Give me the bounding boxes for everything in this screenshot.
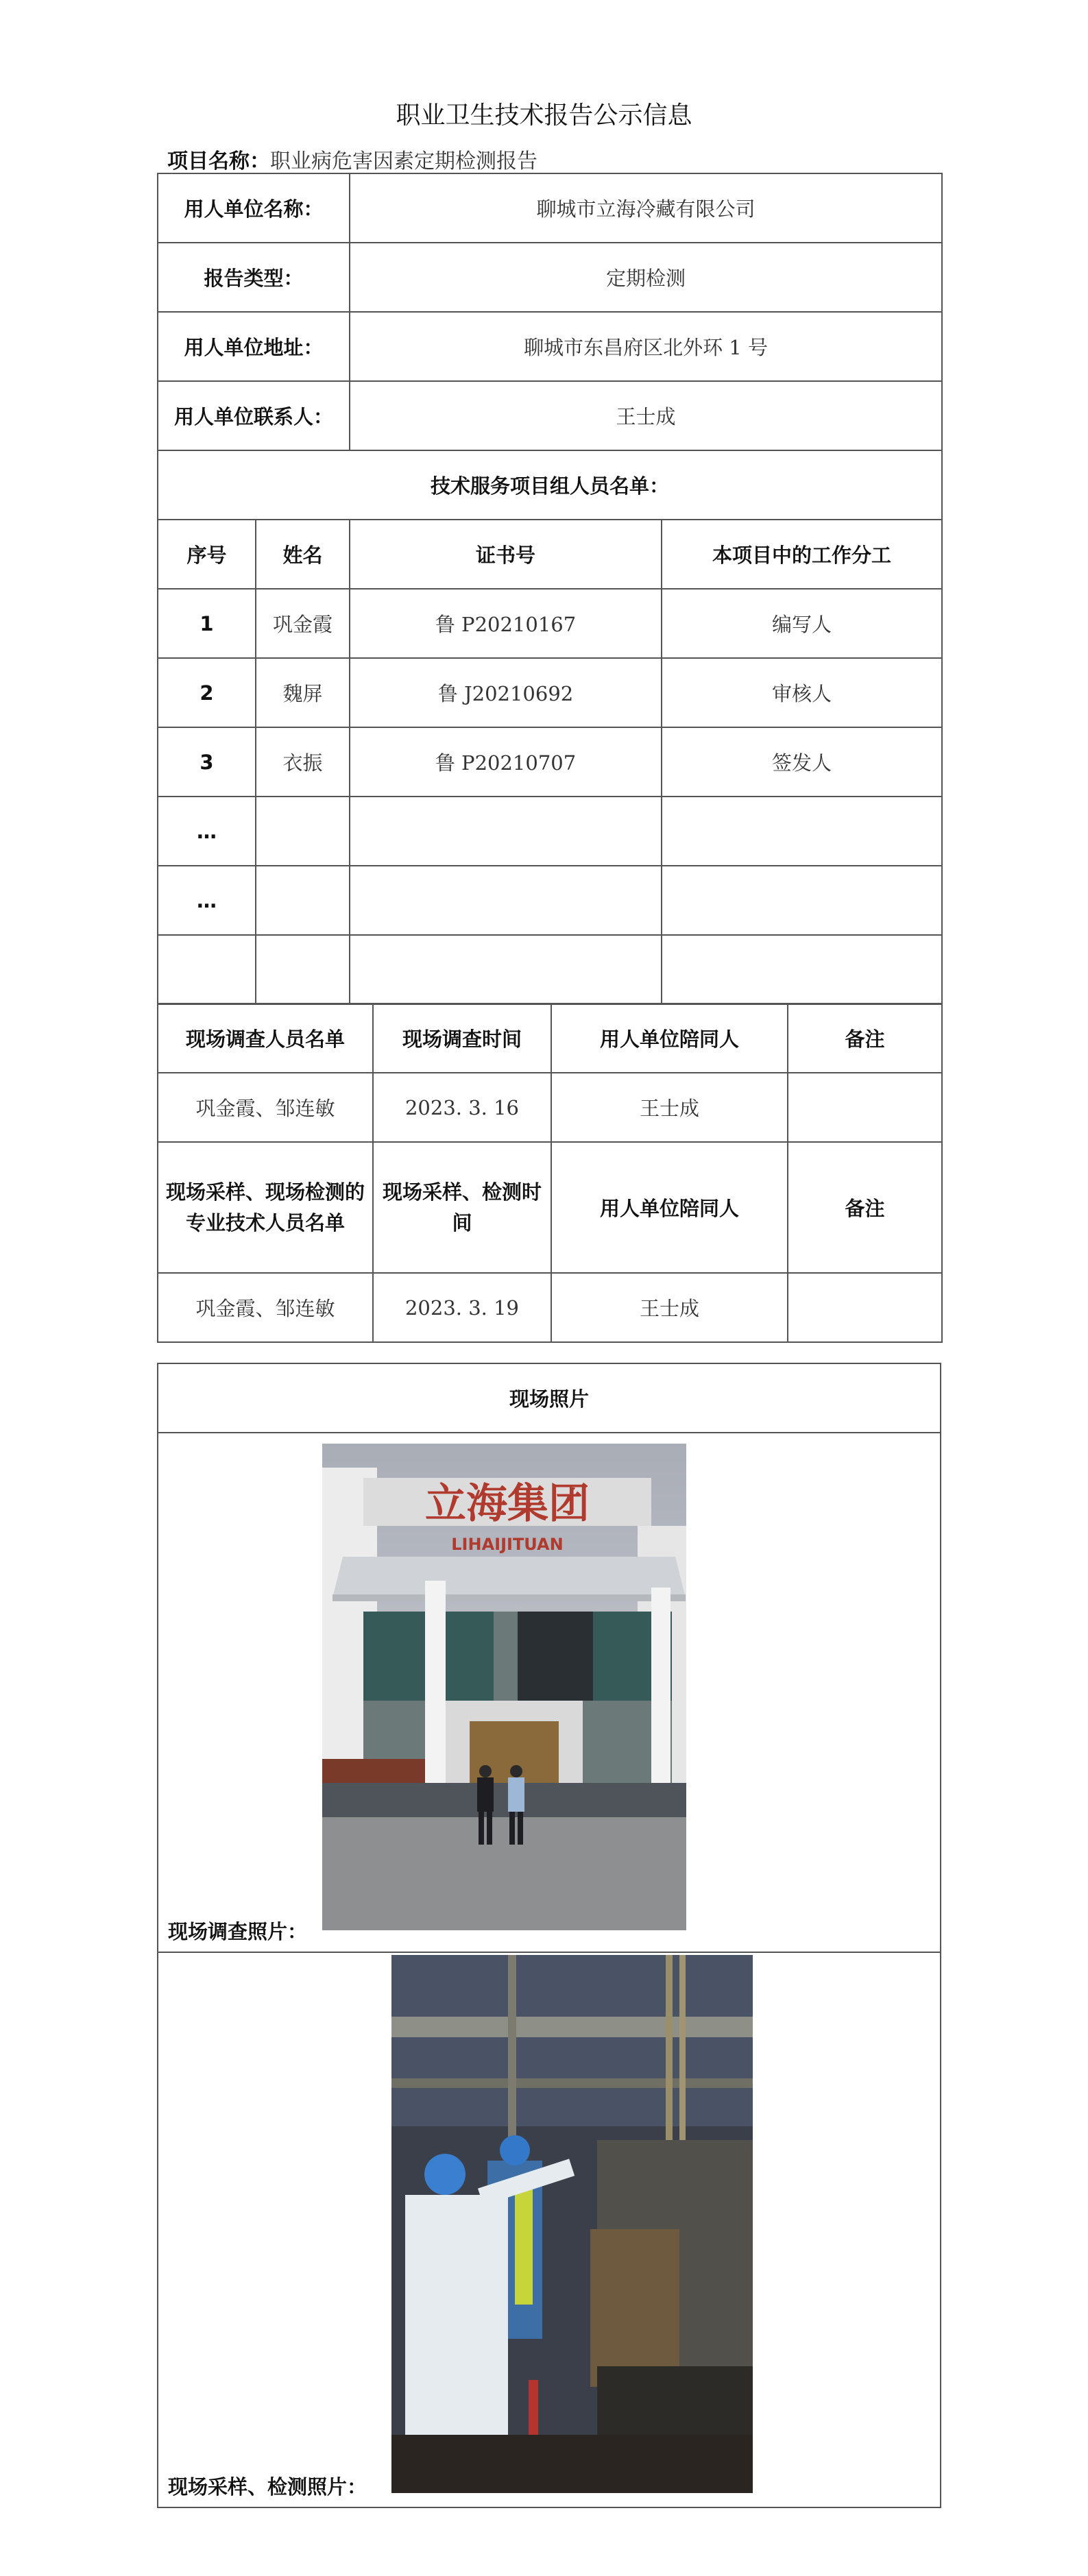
survey-escort: 王士成 — [551, 1073, 788, 1142]
member-name: 巩金霞 — [256, 589, 350, 658]
member-role: 编写人 — [662, 589, 942, 658]
col-header: 本项目中的工作分工 — [662, 520, 942, 589]
table-row — [158, 589, 942, 658]
info-value: 王士成 — [350, 381, 942, 450]
member-cert — [350, 935, 662, 1004]
col-header: 用人单位陪同人 — [551, 1142, 788, 1273]
sampling-people: 巩金霞、邹连敏 — [158, 1273, 373, 1342]
table-row — [158, 1273, 942, 1342]
col-header: 现场调查时间 — [373, 1004, 551, 1073]
sampling-photo-cell — [158, 1952, 941, 2507]
row-number: … — [158, 797, 256, 866]
table-row — [158, 658, 942, 727]
table-row — [158, 935, 942, 1004]
info-label: 用人单位名称： — [158, 173, 350, 243]
info-label: 报告类型： — [158, 243, 350, 312]
team-header-row — [158, 520, 942, 589]
member-role — [662, 797, 942, 866]
col-header: 序号 — [158, 520, 256, 589]
member-name: 衣振 — [256, 727, 350, 797]
col-header: 现场采样、检测时间 — [373, 1142, 551, 1273]
survey-photo-label: 现场调查照片： — [168, 1920, 308, 1943]
photos-heading: 现场照片 — [158, 1363, 941, 1433]
factory-photo — [391, 1955, 753, 2493]
col-header: 证书号 — [350, 520, 662, 589]
row-number: 3 — [158, 727, 256, 797]
sampling-escort: 王士成 — [551, 1273, 788, 1342]
table-row — [158, 1073, 942, 1142]
project-name-value: 职业病危害因素定期检测报告 — [270, 149, 537, 173]
info-label: 用人单位联系人： — [158, 381, 350, 450]
member-cert: 鲁 J20210692 — [350, 658, 662, 727]
info-row — [158, 173, 942, 243]
info-row — [158, 381, 942, 450]
info-label: 用人单位地址： — [158, 312, 350, 381]
survey-date: 2023. 3. 16 — [373, 1073, 551, 1142]
info-table — [157, 173, 943, 1005]
member-role: 签发人 — [662, 727, 942, 797]
info-row — [158, 243, 942, 312]
sampling-date: 2023. 3. 19 — [373, 1273, 551, 1342]
page-title: 职业卫生技术报告公示信息 — [396, 101, 692, 130]
member-name — [256, 797, 350, 866]
member-role: 审核人 — [662, 658, 942, 727]
member-name — [256, 866, 350, 935]
info-value: 聊城市东昌府区北外环 1 号 — [350, 312, 942, 381]
table-row — [158, 797, 942, 866]
table-row — [158, 866, 942, 935]
survey-photo-cell — [158, 1433, 941, 1952]
survey-header-row — [158, 1004, 942, 1073]
info-value: 定期检测 — [350, 243, 942, 312]
member-cert: 鲁 P20210167 — [350, 589, 662, 658]
sampling-photo — [391, 1955, 753, 2493]
info-value: 聊城市立海冷藏有限公司 — [350, 173, 942, 243]
col-header: 姓名 — [256, 520, 350, 589]
field-work-table — [157, 1003, 943, 1343]
col-header: 备注 — [788, 1142, 942, 1273]
survey-note — [788, 1073, 942, 1142]
member-cert: 鲁 P20210707 — [350, 727, 662, 797]
member-name: 魏屏 — [256, 658, 350, 727]
member-role — [662, 866, 942, 935]
col-header: 用人单位陪同人 — [551, 1004, 788, 1073]
col-header: 备注 — [788, 1004, 942, 1073]
row-number: 1 — [158, 589, 256, 658]
survey-photo — [322, 1444, 686, 1930]
col-header: 现场采样、现场检测的专业技术人员名单 — [158, 1142, 373, 1273]
info-row — [158, 312, 942, 381]
sampling-note — [788, 1273, 942, 1342]
member-role — [662, 935, 942, 1004]
table-row — [158, 727, 942, 797]
project-name — [167, 144, 537, 174]
row-number: … — [158, 866, 256, 935]
col-header: 现场调查人员名单 — [158, 1004, 373, 1073]
sampling-photo-label: 现场采样、检测照片： — [168, 2475, 367, 2499]
building-sign: 立海集团 — [425, 1480, 590, 1528]
building-photo — [322, 1444, 686, 1930]
member-cert — [350, 797, 662, 866]
member-name — [256, 935, 350, 1004]
sampling-header-row — [158, 1142, 942, 1273]
row-number — [158, 935, 256, 1004]
row-number: 2 — [158, 658, 256, 727]
member-cert — [350, 866, 662, 935]
building-sign-latin: LIHAIJITUAN — [451, 1535, 564, 1554]
project-name-label: 项目名称： — [167, 149, 270, 173]
team-heading: 技术服务项目组人员名单： — [158, 450, 942, 520]
photos-table — [157, 1363, 941, 2508]
survey-people: 巩金霞、邹连敏 — [158, 1073, 373, 1142]
